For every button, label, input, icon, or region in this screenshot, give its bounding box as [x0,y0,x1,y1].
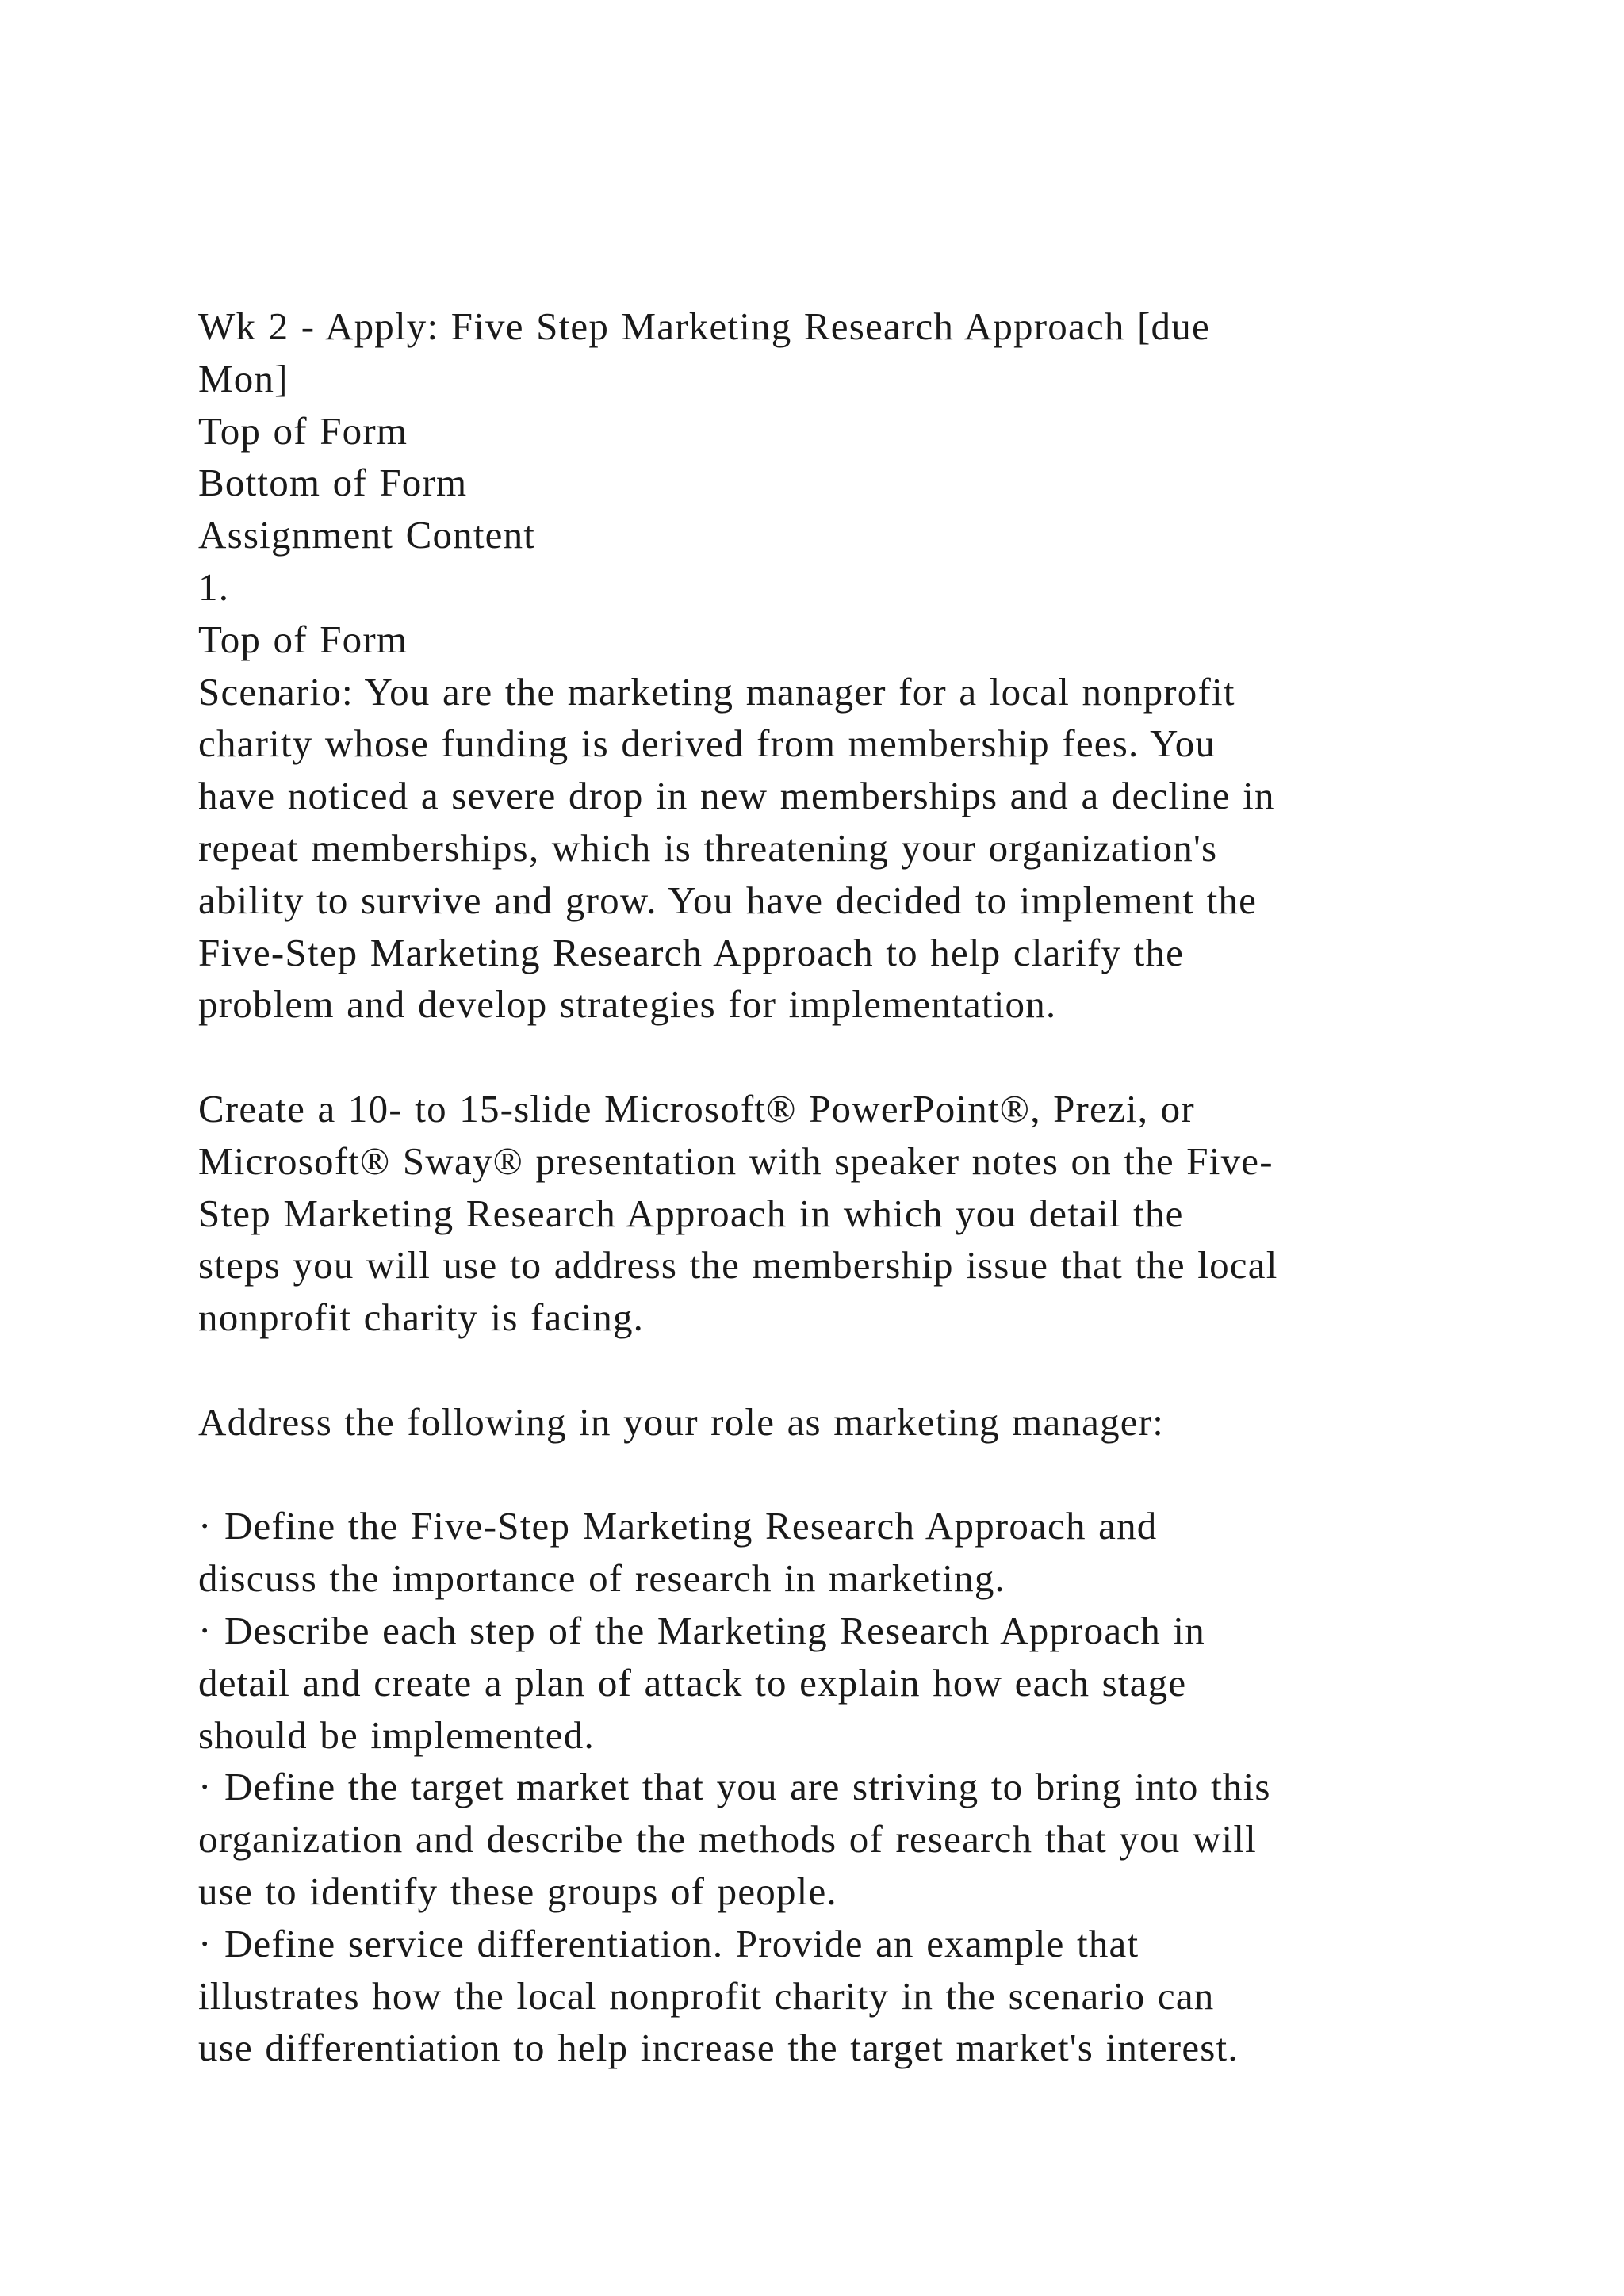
blank-line [198,1448,1435,1501]
create-line: steps you will use to address the membership issue that the local [198,1243,1278,1288]
assignment-title [198,300,1435,405]
blank-line [198,1031,1435,1083]
bullet-list [198,1500,1435,2074]
item-number: 1. [198,564,230,609]
document-page [198,300,1435,2074]
blank-line [198,1344,1435,1396]
create-line: Create a 10- to 15-slide Microsoft® PowerPoint®, Prezi, or [198,1086,1195,1131]
bullet-line: · Define the target market that you are striving to bring into this [198,1765,1271,1809]
title-line: Mon] [198,356,289,400]
scenario-line: repeat memberships, which is threatening your organization's [198,825,1218,870]
scenario-line: Five-Step Marketing Research Approach to help clarify the [198,930,1185,974]
bullet-line: detail and create a plan of attack to explain how each stage [198,1660,1187,1705]
bullet-line: discuss the importance of research in marketing. [198,1556,1005,1601]
bullet-item [198,1500,1435,1605]
scenario-paragraph [198,666,1435,1031]
bullet-line: use differentiation to help increase the target market's interest. [198,2026,1239,2070]
address-instruction: Address the following in your role as marketing manager: [198,1399,1165,1444]
bullet-line: · Describe each step of the Marketing Research Approach in [198,1608,1205,1652]
create-paragraph [198,1083,1435,1344]
bullet-item [198,1918,1435,2074]
title-line: Wk 2 - Apply: Five Step Marketing Research Approach [due [198,304,1210,348]
bullet-item [198,1761,1435,1917]
scenario-line: have noticed a severe drop in new memberships and a decline in [198,774,1275,818]
bullet-line: organization and describe the methods of research that you will [198,1817,1257,1862]
bullet-line: · Define service differentiation. Provide an example that [198,1921,1139,1965]
assignment-content-heading: Assignment Content [198,513,536,557]
bullet-line: · Define the Five-Step Marketing Research Approach and [198,1504,1158,1548]
form-top-marker: Top of Form [198,617,408,661]
form-top-marker: Top of Form [198,408,408,453]
scenario-line: ability to survive and grow. You have decided to implement the [198,878,1258,922]
scenario-line: Scenario: You are the marketing manager for a local nonprofit [198,669,1235,714]
create-line: Microsoft® Sway® presentation with speaker notes on the Five- [198,1138,1274,1183]
bullet-line: illustrates how the local nonprofit charity in the scenario can [198,1973,1215,2018]
form-bottom-marker: Bottom of Form [198,461,468,505]
create-line: nonprofit charity is facing. [198,1295,645,1340]
bullet-line: should be implemented. [198,1712,595,1757]
scenario-line: problem and develop strategies for implementation. [198,982,1057,1027]
bullet-item [198,1605,1435,1761]
bullet-line: use to identify these groups of people. [198,1869,837,1913]
scenario-line: charity whose funding is derived from membership fees. You [198,721,1216,766]
create-line: Step Marketing Research Approach in which you detail the [198,1191,1184,1235]
